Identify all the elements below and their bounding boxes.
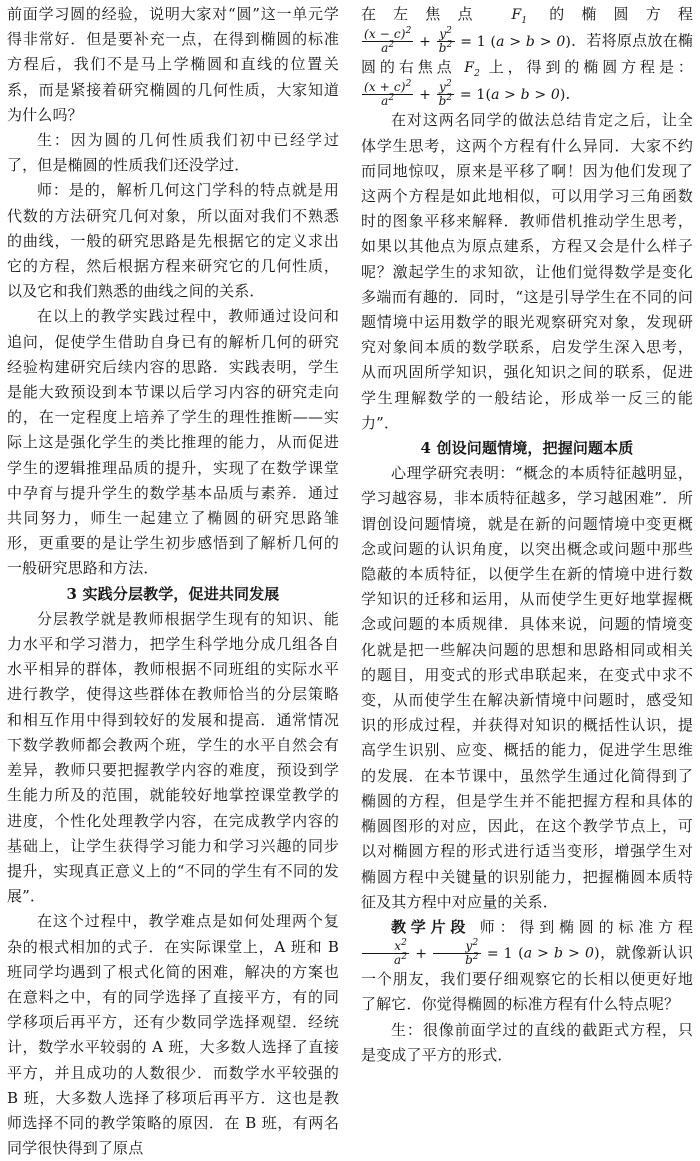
paragraph-psychology: 心理学研究表明：“概念的本质特征越明显，学习越容易，非本质特征越多，学习越困难”．所谓创设问题情境，就是在新的问题情境中变更概念或问题的认识角度，以突出概念或问题中那些隐蔽的本质特征，以便学生在新的情境中进行数学知识的迁移和运用，从而使学生更好地掌握概念或问题的本质规律．具体来说，问题的情境变化就是把一些解决问题的思想和思路相同或相关的题目，用变式的形式串联起来，在变式中求不变，从而使学生在解决新情境中问题时，感受知识的形成过程，并获得对知识的概括性认识，提高学生识别、应变、概括的能力，促进学生思维的发展．在本节课中，虽然学生通过化简得到了椭圆的方程，但是学生并不能把握方程和具体的椭圆图形的对应，因此，在这个教学节点上，可以对椭圆方程的形式进行适当变形，增强学生对椭圆方程中关键量的识别能力，把握椭圆本质特征及其方程中对应量的关系． [361, 464, 693, 911]
paragraph-layered-teaching: 分层教学就是教师根据学生现有的知识、能力水平和学习潜力，把学生科学地分成几组各自水平相异的群体，教师根据不同班组的实际水平进行教学，使得这些群体在教师恰当的分层策略和相互作用中得到较好的发展和提高．通常情况下数学教师都会教两个班，学生的水平自然会有差异，教师只要把握教学内容的难度，预设到学生能力所及的范围，就能较好地掌控课堂教学的进度，个性化处理教学内容，在完成教学内容的基础上，让学生获得学习能力和学习兴趣的同步提升，实现真正意义上的“不同的学生有不同的发展”． [7, 609, 339, 906]
paragraph-student-answer: 生：因为圆的几何性质我们初中已经学过了，但是椭圆的性质我们还没学过． [7, 131, 339, 175]
math-F2: $F_2$ [464, 60, 481, 79]
section-heading-3: 3 实践分层教学，促进共同发展 [66, 584, 280, 603]
equation-left-focus: $\frac{(x - c)^2}{a^2}$ + $\frac{y^2}{b^2}$ = 1 (a > b > 0) [364, 26, 572, 56]
equation-standard: $\frac{x^2}{a^2}$ + $\frac{y^2}{b^2}$ = 1 [361, 946, 513, 962]
section-heading-4: 4 创设问题情境，把握问题本质 [420, 439, 634, 458]
paragraph-summary: 在对这两名同学的做法总结肯定之后，让全体学生思考，这两个方程有什么异同．大家不约而同地惊叹，原来是平移了啊！因为他们发现了这两个方程是如此地相似，可以用学习三角函数时的图象平移来解释．教师借机推动学生思考，如果以其他点为原点建系，方程又会是什么样子呢？激起学生的求知欲，让他们觉得数学是变化多端而有趣的．同时，“这是引导学生在不同的问题情境中运用数学的眼光观察研究对象，发现研究对象间本质的数学联系，启发学生深入思考，从而巩固所学知识，强化知识之间的联系，促进学生理解数学的一般结论，形成举一反三的能力”． [361, 111, 693, 432]
paragraph-student-final: 生：很像前面学过的直线的截距式方程，只是变成了平方的形式． [361, 1020, 693, 1064]
paragraph-teaching-clip [361, 915, 693, 1018]
equation-condition: (a > b > 0) [518, 945, 600, 962]
paragraph-teacher-reply: 师：是的，解析几何这门学科的特点就是用代数的方法研究几何对象，所以面对我们不熟悉的曲线，一般的研究思路是先根据它的定义求出它的方程，然后根据方程来研究它的几何性质，以及它和我们熟悉的曲线之间的关系． [7, 181, 339, 301]
teaching-clip-label: 教学片段 [391, 917, 471, 936]
text-equation-is: 上，得到的椭圆方程是： [480, 58, 694, 77]
right-column [361, 2, 693, 1068]
math-F1: $F_1$ [511, 7, 528, 26]
paragraph-1: 前面学习圆的经验，说明大家对“圆”这一单元学得非常好．但是要补充一点，在得到椭圆的标准方程后，我们不是马上学椭圆和直线的位置关系，而是紧接着研究椭圆的几何性质，大家知道为什么吗？ [7, 5, 339, 124]
text-left-focus: 在左焦点 [361, 5, 512, 23]
paragraph-difficulty: 在这个过程中，教学难点是如何处理两个复杂的根式相加的式子．在实际课堂上，A 班和 B 班同学均遇到了根式化简的困难，解决的方案也在意料之中，有的同学选择了直接平方，有的同学移项后再平方，还有少数同学选择观望．经统计，数学水平较弱的 A 班，大多数人选择了直接平方，并且成功的人数很少．而数学水平较强的 B 班，大多数人选择了移项后再平方．这也是教师选择不同的教学策略的原因．在 B 班，有两名同学很快得到了原点 [7, 912, 339, 1158]
text-teacher-continued: ，就像新认识一个朋友，我们要仔细观察它的长相以便更好地了解它．你觉得椭圆的标准方程有什么特点呢？ [361, 943, 693, 1014]
equation-right-focus: $\frac{(x + c)^2}{a^2}$ + $\frac{y^2}{b^2}$ = 1(a > b > 0) [364, 79, 566, 109]
text-ellipse-eq: 的椭圆方程 [527, 5, 693, 23]
text-teacher: 师：得到椭圆的标准方程 [470, 917, 693, 936]
left-column [7, 2, 339, 1161]
paragraph-practice: 在以上的教学实践过程中，教师通过设问和追问，促使学生借助自身已有的解析几何的研究经验构建研究后续内容的思路．实践表明，学生是能大致预设到本节课以后学习内容的研究走向的，在一定程度上培养了学生的理性推断——实际上这是强化学生的类比推理的能力，从而促进学生的逻辑推理品质的提升，实现了在数学课堂中孕育与提升学生的数学基本品质与素养．通过共同努力，师生一起建立了椭圆的研究思路雏形，更重要的是让学生初步感悟到了解析几何的一般研究思路和方法． [7, 307, 339, 578]
paragraph-equations: 在左焦点 $F_1$ 的椭圆方程 $\frac{(x - c)^2}{a^2}$ + $\frac{y^2}{b^2}$ = 1 (a > b > 0)．若将原点放在椭圆的右焦点 $F_2$ 上，得到的椭圆方程是： $\frac{(x + c)^2}{a^2}$ + $\frac{y^2}{b^2}$ = 1(a > b > 0)． [361, 5, 694, 109]
text-right-focus: ．若将原点放在椭圆的右焦点 [361, 31, 694, 77]
